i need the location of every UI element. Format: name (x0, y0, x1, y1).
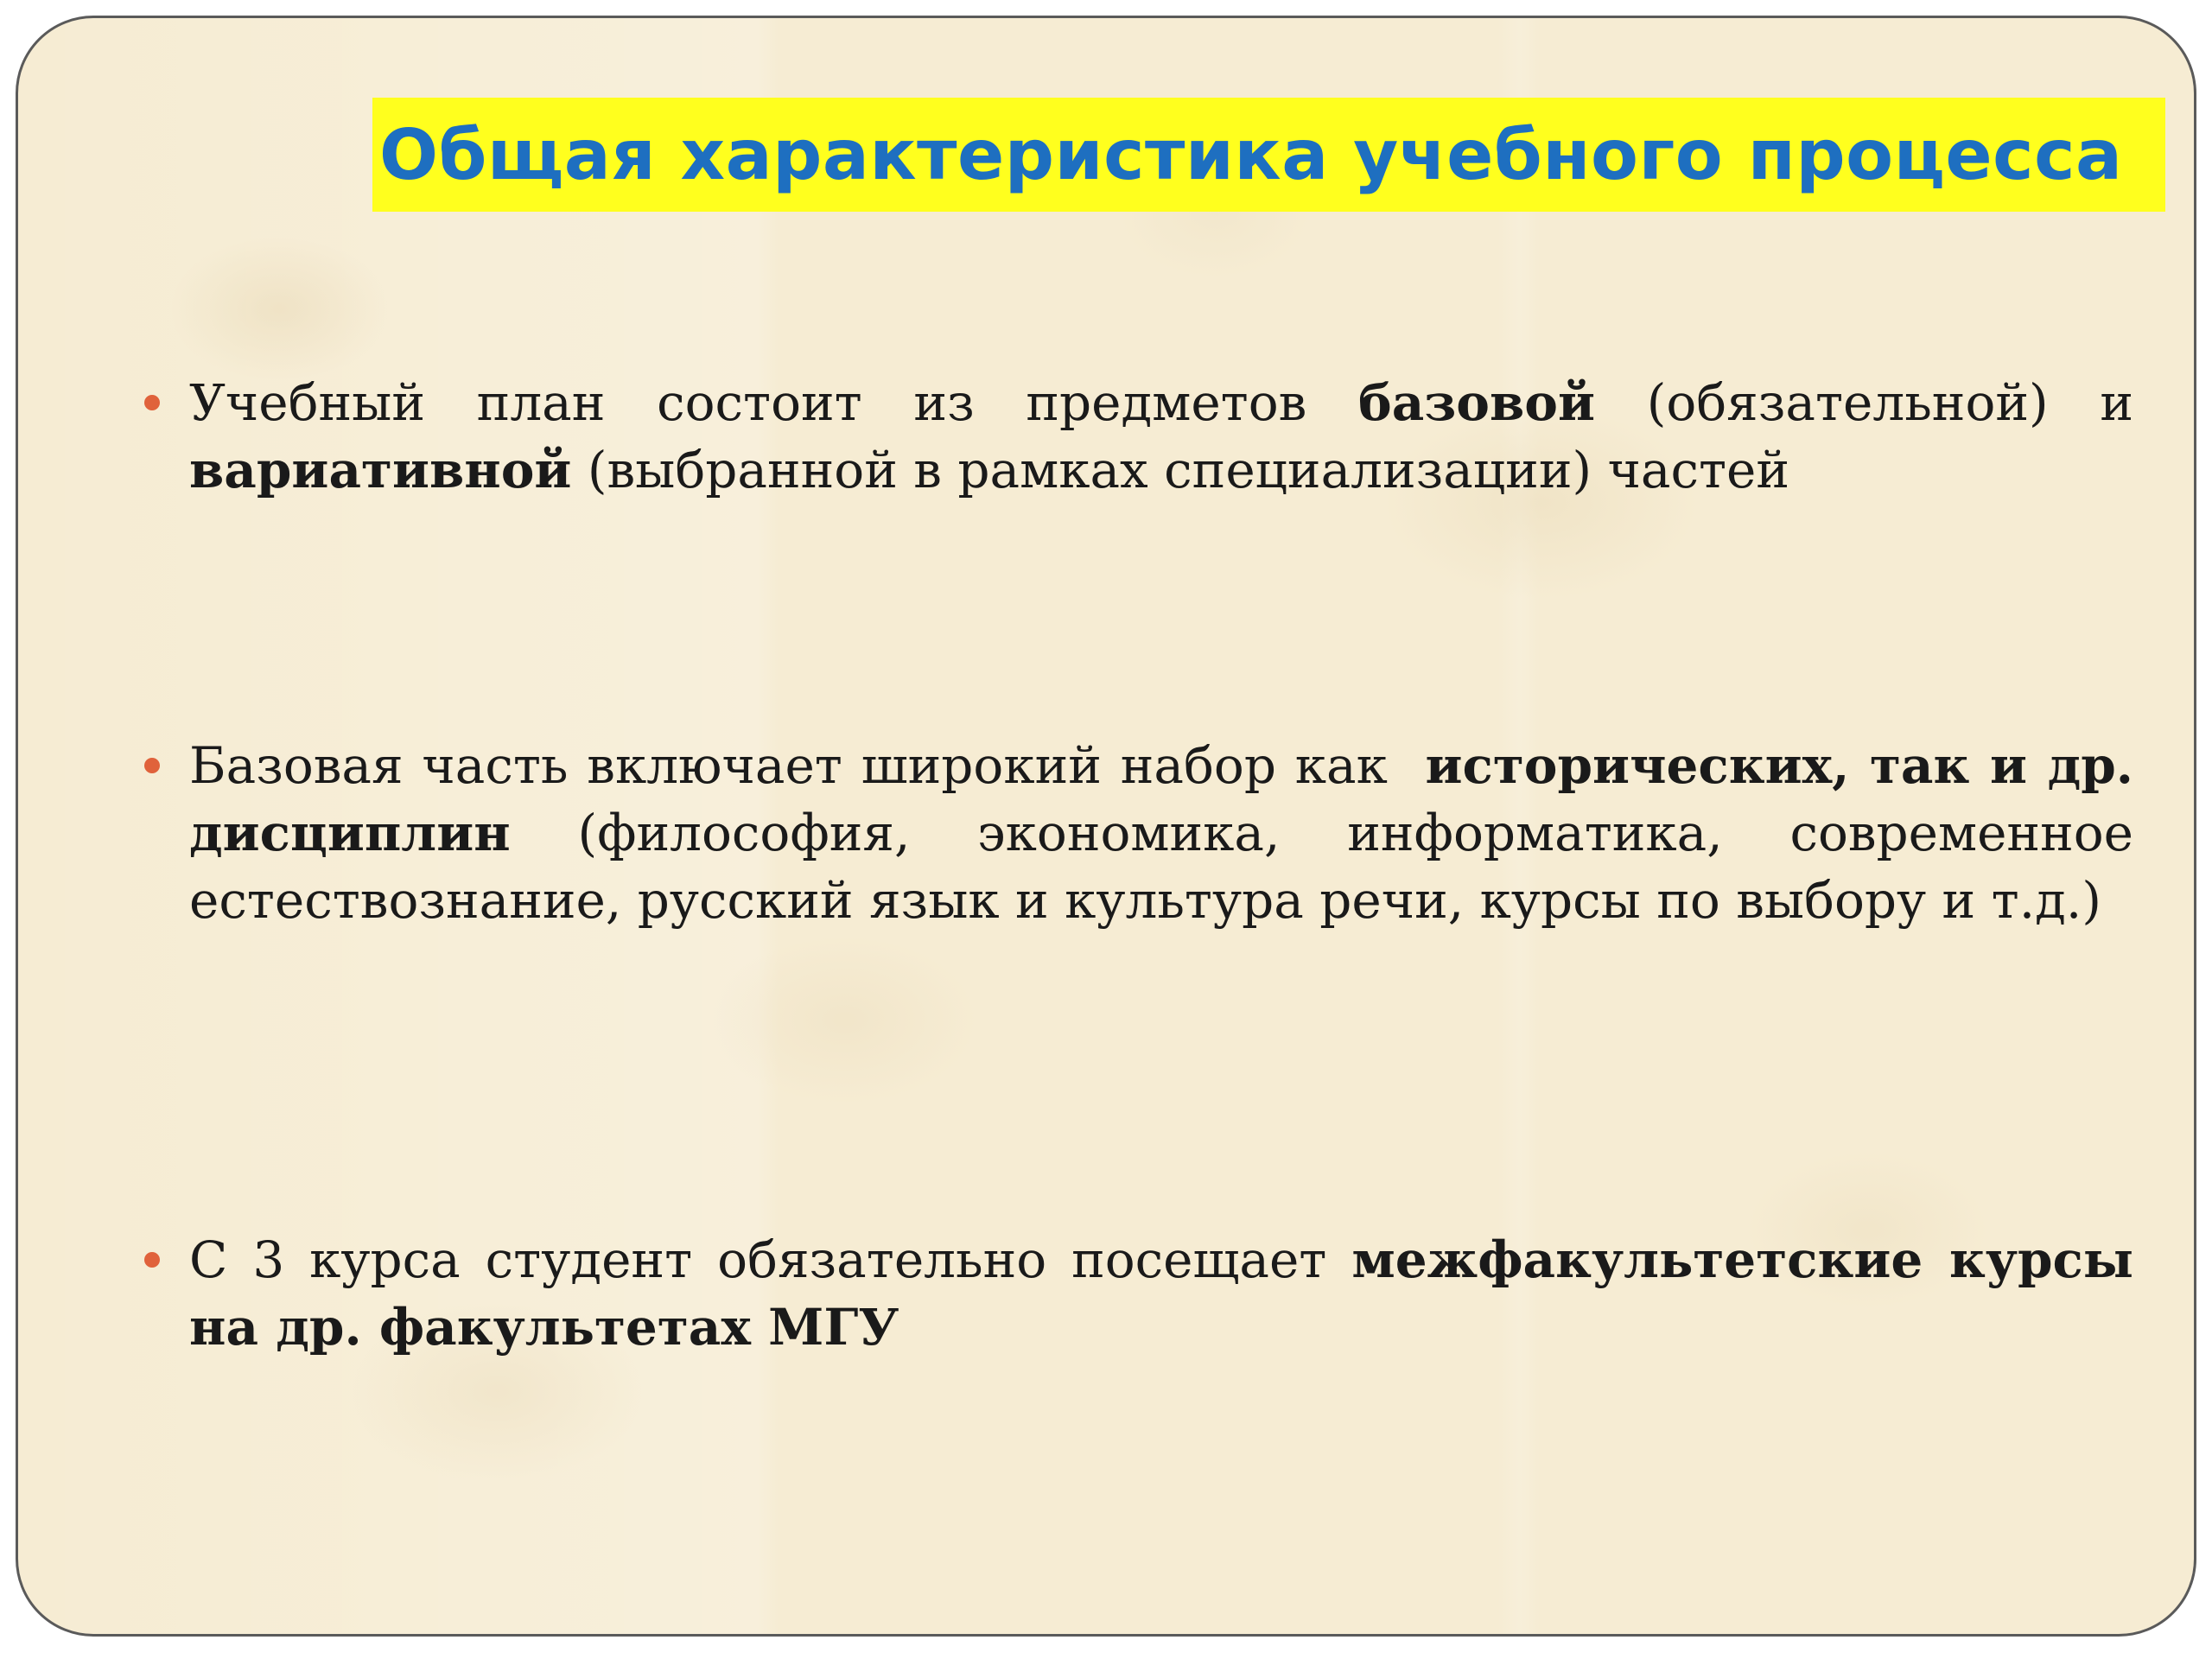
bullet-item-curriculum (189, 369, 2133, 504)
bullet-bold-text: межфакультетские курсы на др. факультетах МГУ (189, 1230, 2133, 1357)
bullet-dot-icon (144, 395, 160, 410)
bullet-dot-icon (144, 1252, 160, 1268)
slide-title: Общая характеристика учебного процесса (379, 114, 2123, 195)
bullet-text: (обязательной) и (1595, 373, 2133, 432)
bullet-bold-text: исторических, так и др. дисциплин (189, 736, 2133, 862)
bullet-item-interfaculty (189, 1226, 2133, 1361)
title-highlight (372, 98, 2165, 212)
bullet-bold-text: базовой (1358, 373, 1595, 432)
bullet-text: С 3 курса студент обязательно посещает (189, 1230, 1352, 1289)
bullet-dot-icon (144, 758, 160, 773)
bullet-text: (выбранной в рамках специализации) частей (571, 441, 1790, 499)
slide (16, 16, 2196, 1637)
bullet-text: Учебный план состоит из предметов (189, 373, 1359, 432)
bullet-bold-text: вариативной (189, 441, 572, 499)
bullet-text: Базовая часть включает широкий набор как (189, 736, 1426, 795)
bullet-item-base-part (189, 732, 2133, 934)
bullet-text: (философия, экономика, информатика, современное естествознание, русский язык и культура речи, курсы по выбору и т.д.) (189, 804, 2133, 930)
